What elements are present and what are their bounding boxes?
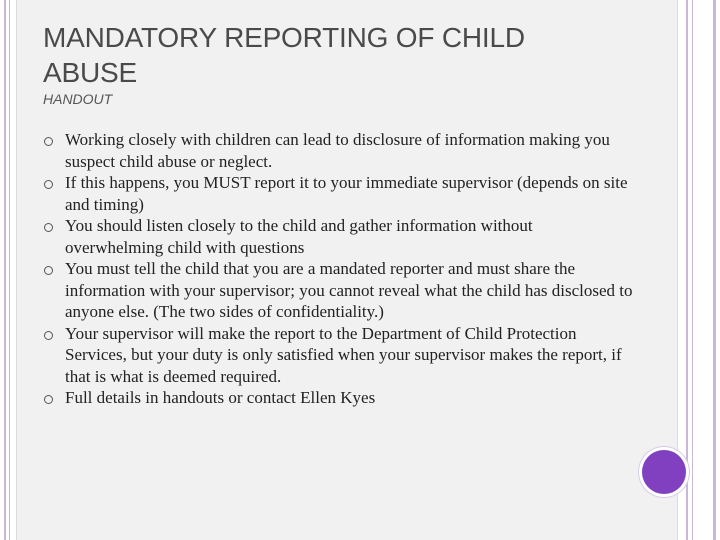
- bullet-item: [44, 215, 634, 258]
- left-edge-line-thin: [9, 0, 10, 540]
- hollow-circle-icon: [44, 180, 53, 189]
- slide-subtitle: HANDOUT: [43, 91, 113, 107]
- hollow-circle-icon: [44, 331, 53, 340]
- bullet-list: [44, 129, 634, 409]
- hollow-circle-icon: [44, 223, 53, 232]
- slide-title: MANDATORY REPORTING OF CHILD ABUSE: [43, 22, 525, 88]
- right-edge-line-thin: [692, 0, 693, 540]
- right-edge-line: [686, 0, 688, 540]
- hollow-circle-icon: [44, 395, 53, 404]
- bullet-text: Your supervisor will make the report to the Department of Child Protection Services, but your duty is only satisfied when your supervisor makes the report, if that is what is deemed required.: [65, 323, 622, 386]
- bullet-text: You should listen closely to the child and gather information without overwhelming child with questions: [65, 216, 533, 257]
- decorative-circle: [642, 450, 686, 494]
- bullet-item: [44, 172, 634, 215]
- bullet-item: [44, 258, 634, 323]
- bullet-text: Working closely with children can lead to disclosure of information making you suspect child abuse or neglect.: [65, 130, 610, 171]
- left-edge-line: [4, 0, 6, 540]
- bullet-item: [44, 129, 634, 172]
- bullet-text: If this happens, you MUST report it to your immediate supervisor (depends on site and timing): [65, 173, 628, 214]
- bullet-item: [44, 387, 634, 409]
- right-edge-line-outer: [713, 0, 716, 540]
- hollow-circle-icon: [44, 137, 53, 146]
- bullet-item: [44, 323, 634, 388]
- bullet-text: Full details in handouts or contact Ellen Kyes: [65, 388, 376, 407]
- hollow-circle-icon: [44, 266, 53, 275]
- bullet-text: You must tell the child that you are a mandated reporter and must share the information with your supervisor; you cannot reveal what the child has disclosed to anyone else. (The two sides of confidentiality.): [65, 259, 633, 321]
